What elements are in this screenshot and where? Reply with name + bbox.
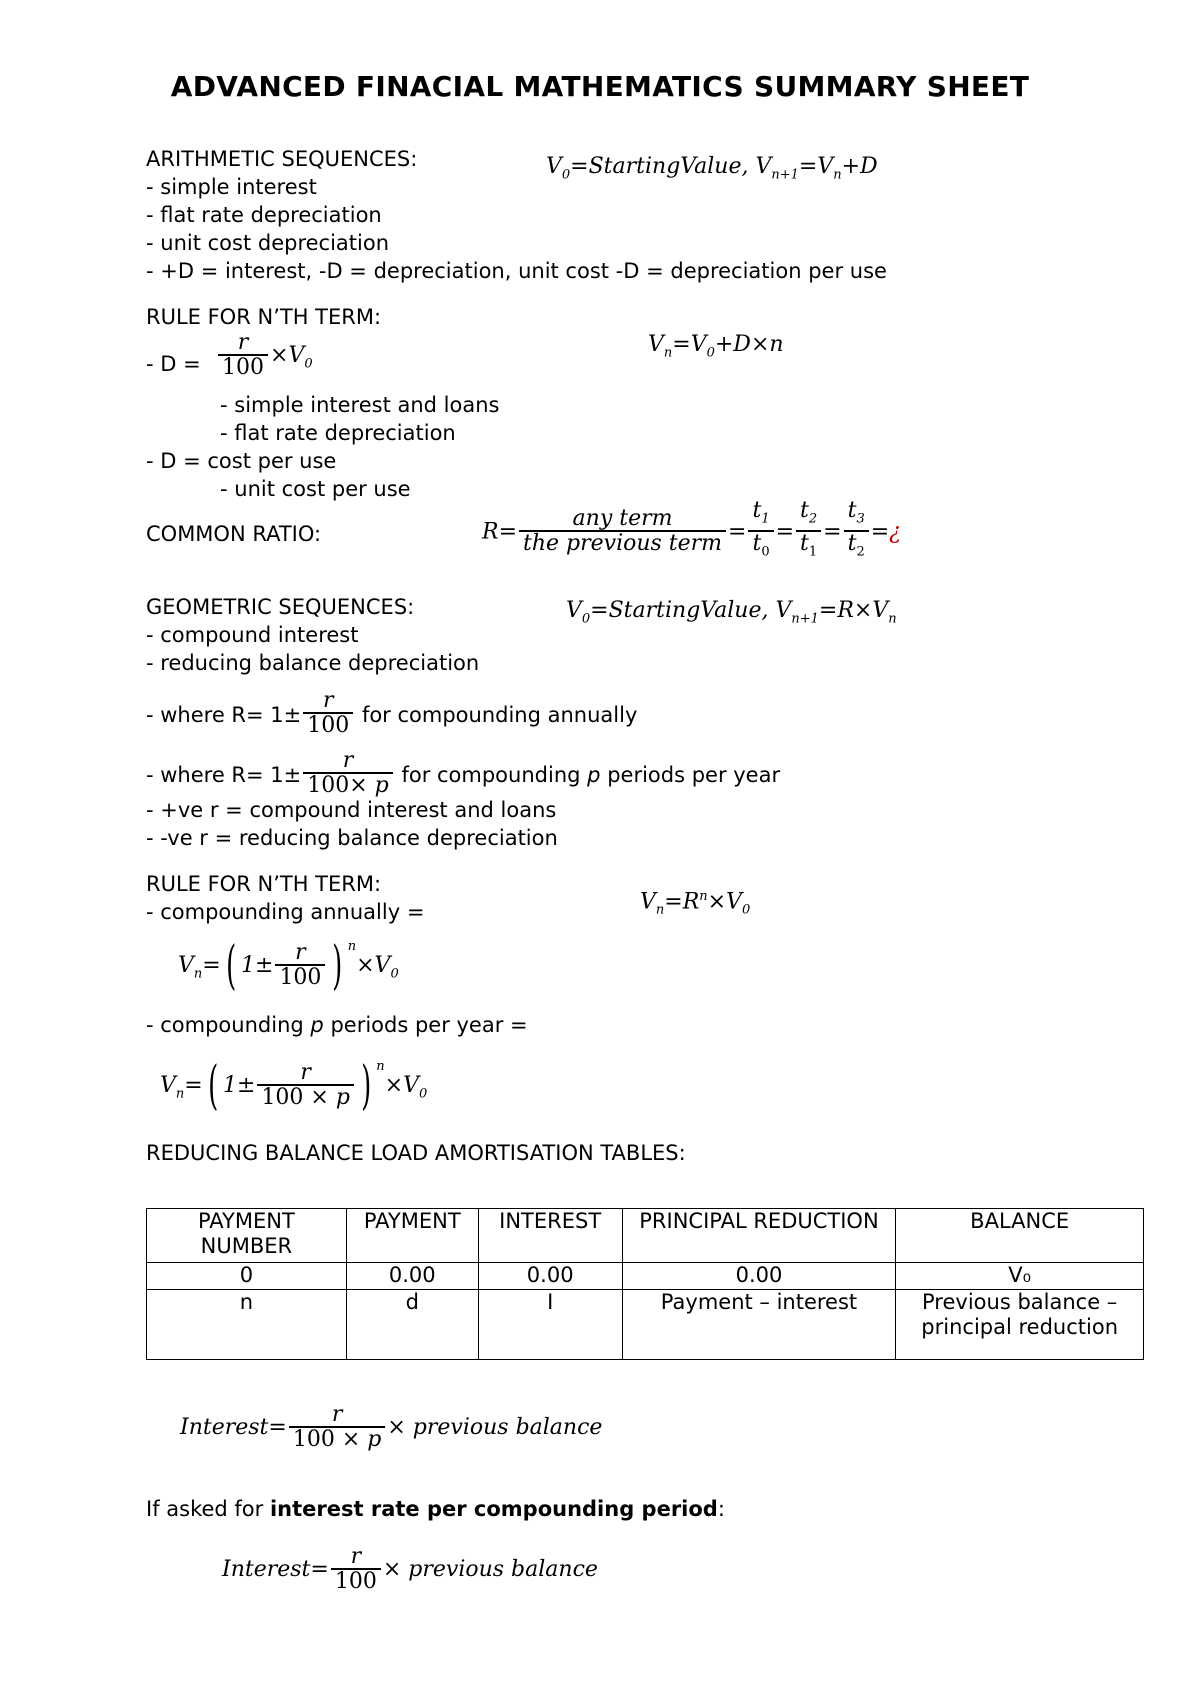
interest-formula: Interest= $\frac{r}{100 \times p}$ × previous balance	[180, 1402, 603, 1452]
table-cell: 0.00	[478, 1263, 622, 1290]
column-header: PAYMENT	[346, 1209, 478, 1263]
common-ratio-label: COMMON RATIO:	[146, 522, 322, 546]
table-cell: d	[346, 1290, 478, 1360]
table-row	[147, 1263, 1144, 1290]
where-annual-line: - where R= 1± $\frac{r}{100}$ for compounding annually	[146, 688, 638, 738]
table-cell: 0	[147, 1263, 347, 1290]
negative-ve-line: - -ve r = reducing balance depreciation	[146, 826, 558, 850]
column-header: BALANCE	[896, 1209, 1144, 1263]
compounding-annually-label: - compounding annually =	[146, 900, 425, 924]
periodic-compound-formula: $V_n=$( 1± $\frac{r}{100 \times p}$ ) $^n\times V_0$	[160, 1056, 428, 1116]
rule-sub-item: - flat rate depreciation	[220, 421, 456, 445]
d-fraction-formula: $\frac{r}{100}$ $\times V_0$	[216, 332, 313, 380]
geometric-nth-term-formula: $V_n=R^n\times V_0$	[640, 889, 751, 918]
where-periodic-line: - where R= 1± $\frac{r}{100\times p}$ for compounding p periods per year	[146, 748, 781, 798]
geometric-item: - reducing balance depreciation	[146, 651, 480, 675]
positive-ve-line: - +ve r = compound interest and loans	[146, 798, 557, 822]
table-cell: Previous balance – principal reduction	[896, 1290, 1144, 1360]
arithmetic-nth-term-formula: $V_n=V_0+D\times n$	[648, 332, 784, 361]
table-cell: Payment – interest	[622, 1290, 896, 1360]
rule-heading: RULE FOR N’TH TERM:	[146, 305, 382, 329]
d-definition-label: - D =	[146, 352, 201, 376]
arithmetic-item: - unit cost depreciation	[146, 231, 390, 255]
table-cell: I	[478, 1290, 622, 1360]
table-cell: 0.00	[622, 1263, 896, 1290]
column-header: INTEREST	[478, 1209, 622, 1263]
geometric-heading: GEOMETRIC SEQUENCES:	[146, 595, 415, 619]
interest-rate-formula: Interest= $\frac{r}{100}$ × previous balance	[222, 1544, 598, 1594]
d-cost-line: - D = cost per use	[146, 449, 337, 473]
amortisation-heading: REDUCING BALANCE LOAD AMORTISATION TABLES:	[146, 1141, 686, 1165]
unit-cost-line: - unit cost per use	[220, 477, 411, 501]
table-cell: n	[147, 1290, 347, 1360]
column-header: PRINCIPAL REDUCTION	[622, 1209, 896, 1263]
table-header-row	[147, 1209, 1144, 1263]
arithmetic-recursion-formula: $V_0=StartingValue$, $V_{n+1}=V_n+D$	[546, 154, 878, 183]
interest-rate-note: If asked for interest rate per compounding period:	[146, 1497, 725, 1521]
geometric-recursion-formula: $V_0=StartingValue$, $V_{n+1}=R\times V_n$	[566, 598, 897, 627]
rule-sub-item: - simple interest and loans	[220, 393, 500, 417]
arithmetic-item: - +D = interest, -D = depreciation, unit cost -D = depreciation per use	[146, 259, 887, 283]
page-title: ADVANCED FINACIAL MATHEMATICS SUMMARY SHEET	[170, 70, 1030, 103]
table-cell: V₀	[896, 1263, 1144, 1290]
table-row	[147, 1290, 1144, 1360]
rule-heading: RULE FOR N’TH TERM:	[146, 872, 382, 896]
arithmetic-item: - simple interest	[146, 175, 317, 199]
annual-compound-formula: $V_n=$( 1± $\frac{r}{100}$ ) $^n\times V_0$	[178, 936, 399, 996]
table-cell: 0.00	[346, 1263, 478, 1290]
amortisation-table	[146, 1208, 1144, 1360]
arithmetic-item: - flat rate depreciation	[146, 203, 382, 227]
common-ratio-formula: R= $\frac{\text{any term}}{\text{the previous term}}$ = $\frac{t_1}{t_0}$ = $\frac{t_2}{t_1}$ = $\frac{t_3}{t_2}$ =¿	[482, 500, 901, 556]
compounding-periodic-label: - compounding p periods per year =	[146, 1013, 528, 1037]
column-header: PAYMENT NUMBER	[147, 1209, 347, 1263]
arithmetic-heading: ARITHMETIC SEQUENCES:	[146, 147, 418, 171]
geometric-item: - compound interest	[146, 623, 359, 647]
